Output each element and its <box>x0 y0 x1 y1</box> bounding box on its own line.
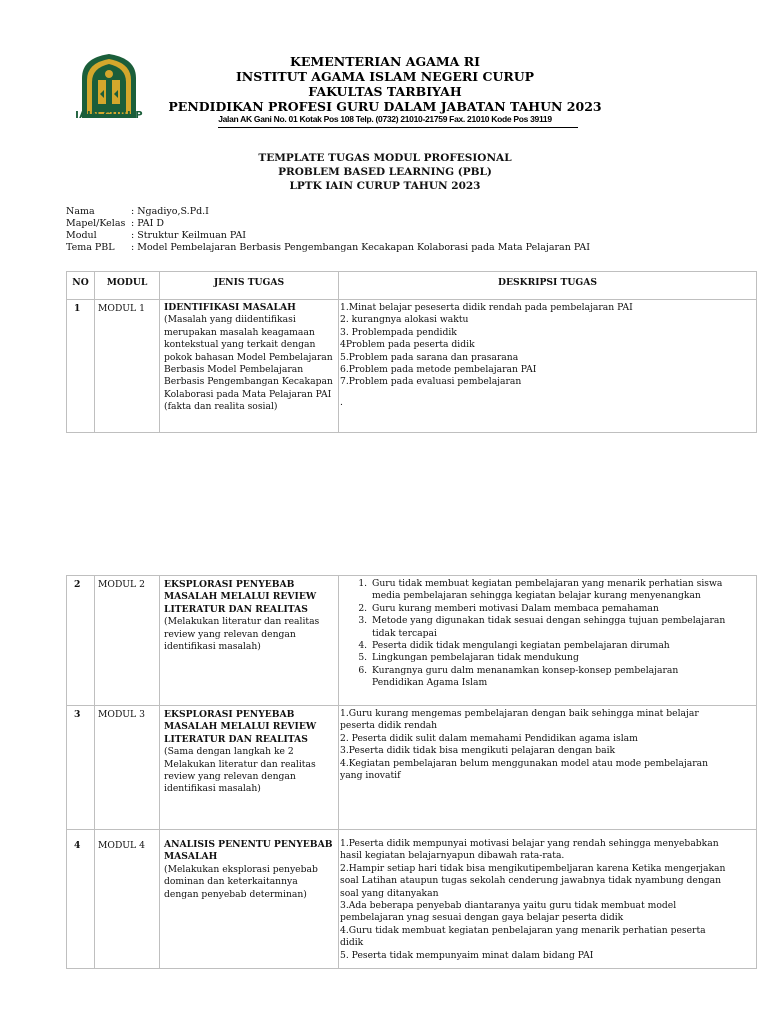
doc-title-line1: TEMPLATE TUGAS MODUL PROFESIONAL <box>258 152 512 164</box>
list-item: 4. Peserta didik tidak mengulangi kegiatan pembelajaran dirumah <box>370 640 730 652</box>
row-number: 3 <box>74 709 81 720</box>
list-item: 5. Lingkungan pembelajaran tidak mendukung <box>370 652 730 664</box>
deskripsi-line: 4Problem pada peserta didik <box>340 339 475 351</box>
deskripsi-line: 1.Guru kurang mengemas pembelajaran dengan baik sehingga minat belajar peserta didik rendah <box>340 708 699 732</box>
row-jenis-tugas <box>164 579 334 653</box>
header-ministry: KEMENTERIAN AGAMA RI <box>290 54 480 69</box>
table-cell <box>66 575 95 706</box>
row-deskripsi <box>340 838 728 962</box>
logo-caption: IAIN CURUP <box>75 110 143 121</box>
header-address: Jalan AK Gani No. 01 Kotak Pos 108 Telp. (0732) 21010-21759 Fax. 21010 Kode Pos 39119 <box>218 114 552 124</box>
header-program: PENDIDIKAN PROFESI GURU DALAM JABATAN TAHUN 2023 <box>168 99 602 114</box>
meta-value: : Ngadiyo,S.Pd.I <box>131 206 209 217</box>
table-cell <box>66 829 95 969</box>
meta-key: Tema PBL <box>66 242 115 253</box>
jenis-body: (Melakukan literatur dan realitas review yang relevan dengan identifikasi masalah) <box>164 616 320 653</box>
row-modul: MODUL 1 <box>98 303 145 314</box>
row-number: 1 <box>74 303 81 314</box>
row-number: 4 <box>74 840 81 851</box>
doc-title-line3: LPTK IAIN CURUP TAHUN 2023 <box>289 180 481 192</box>
row-deskripsi <box>340 578 730 690</box>
header-faculty: FAKULTAS TARBIYAH <box>308 84 462 99</box>
deskripsi-line: 4.Guru tidak membuat kegiatan penbelajaran yang menarik perhatian peserta didik <box>340 924 706 949</box>
doc-title-line2: PROBLEM BASED LEARNING (PBL) <box>278 166 492 178</box>
deskripsi-line: 5. Peserta tidak mempunyaim minat dalam bidang PAI <box>340 949 594 961</box>
jenis-title: ANALISIS PENENTU PENYEBAB MASALAH <box>164 839 333 863</box>
deskripsi-list <box>340 578 730 690</box>
deskripsi-line: 3. Problempada pendidik <box>340 326 457 338</box>
meta-value: : Struktur Keilmuan PAI <box>131 230 247 241</box>
deskripsi-line: 4.Kegiatan pembelajaran belum menggunakan model atau mode pembelajaran yang inovatif <box>340 757 709 782</box>
deskripsi-line: 1.Minat belajar peseserta didik rendah pada pembelajaran PAI <box>340 302 633 313</box>
identity-block <box>66 206 590 254</box>
table-cell <box>66 705 95 830</box>
row-modul: MODUL 4 <box>98 840 145 851</box>
meta-key: Modul <box>66 230 97 241</box>
meta-key: Mapel/Kelas <box>66 218 126 229</box>
jenis-title: EKSPLORASI PENYEBAB MASALAH MELALUI REVIEW LITERATUR DAN REALITAS <box>164 579 317 615</box>
row-number: 2 <box>74 579 81 590</box>
deskripsi-line: 7.Problem pada evaluasi pembelajaran <box>340 376 522 388</box>
deskripsi-line: 1.Peserta didik mempunyai motivasi belajar yang rendah sehingga menyebabkan hasil kegiatan belajarnyapun dibawah rata-rata. <box>340 838 719 862</box>
row-deskripsi <box>340 302 752 409</box>
deskripsi-line: 2.Hampir setiap hari tidak bisa mengikutipembeljaran karena Ketika mengerjakan soal Latihan ataupun tugas sekolah cenderung jawabnya tidak nyambung dengan soal yang ditanyakan <box>340 862 726 899</box>
jenis-body: (Melakukan eksplorasi penyebab dominan dan keterkaitannya dengan penyebab determinan) <box>164 863 318 900</box>
deskripsi-line: 2. kurangnya alokasi waktu <box>340 314 469 326</box>
table-cell <box>94 299 160 433</box>
list-item: 3. Metode yang digunakan tidak sesuai dengan sehingga tujuan pembelajaran tidak tercapai <box>370 615 730 640</box>
row-jenis-tugas <box>164 302 336 414</box>
meta-key: Nama <box>66 206 95 217</box>
list-item: 2. Guru kurang memberi motivasi Dalam membaca pemahaman <box>370 603 730 615</box>
header-modul: MODUL <box>106 277 148 288</box>
table-cell <box>94 575 160 706</box>
header-institute: INSTITUT AGAMA ISLAM NEGERI CURUP <box>235 69 535 84</box>
row-modul: MODUL 3 <box>98 709 145 720</box>
jenis-title: EKSPLORASI PENYEBAB MASALAH MELALUI REVIEW LITERATUR DAN REALITAS <box>164 709 317 745</box>
deskripsi-line: 6.Problem pada metode pembelajaran PAI <box>340 364 537 376</box>
list-item: 6. Kurangnya guru dalm menanamkan konsep-konsep pembelajaran Pendidikan Agama Islam <box>370 665 730 690</box>
meta-value: : Model Pembelajaran Berbasis Pengembangan Kecakapan Kolaborasi pada Mata Pelajaran PAI <box>131 242 590 253</box>
table-cell <box>94 705 160 830</box>
row-jenis-tugas <box>164 839 334 901</box>
deskripsi-line: 3.Peserta didik tidak bisa mengikuti pelajaran dengan baik <box>340 745 616 757</box>
row-jenis-tugas <box>164 709 334 796</box>
meta-row <box>66 218 590 230</box>
deskripsi-line: 5.Problem pada sarana dan prasarana <box>340 351 519 363</box>
deskripsi-line: 3.Ada beberapa penyebab diantaranya yaitu guru tidak membuat model pembelajaran ynag sesuai dengan gaya belajar peserta didik <box>340 900 677 924</box>
meta-row <box>66 242 590 254</box>
list-item: 1. Guru tidak membuat kegiatan pembelajaran yang menarik perhatian siswa media pembelajaran sehingga kegiatan belajar kurang menyenangkan <box>370 578 730 603</box>
row-modul: MODUL 2 <box>98 579 145 590</box>
header-divider <box>218 127 578 128</box>
header-no: NO <box>72 277 89 288</box>
deskripsi-line: . <box>340 396 343 408</box>
jenis-body: (Sama dengan langkah ke 2 Melakukan literatur dan realitas review yang relevan dengan identifikasi masalah) <box>164 746 316 795</box>
row-deskripsi <box>340 708 720 782</box>
header-jenis-tugas: JENIS TUGAS <box>213 277 285 288</box>
table-cell <box>66 299 95 433</box>
meta-row <box>66 230 590 242</box>
header-deskripsi-tugas: DESKRIPSI TUGAS <box>497 277 598 288</box>
meta-value: : PAI D <box>131 218 164 229</box>
jenis-title: IDENTIFIKASI MASALAH <box>164 302 296 313</box>
meta-row <box>66 206 590 218</box>
jenis-body: (Masalah yang diidentifikasi merupakan masalah keagamaan kontekstual yang terkait dengan pokok bahasan Model Pembelajaran Berbasis Model Pembelajaran Berbasis Pengembangan Kecakapan Kolaborasi pada Mata Pelajaran PAI (fakta dan realita sosial) <box>164 314 333 413</box>
deskripsi-line: 2. Peserta didik sulit dalam memahami Pendidikan agama islam <box>340 732 638 744</box>
